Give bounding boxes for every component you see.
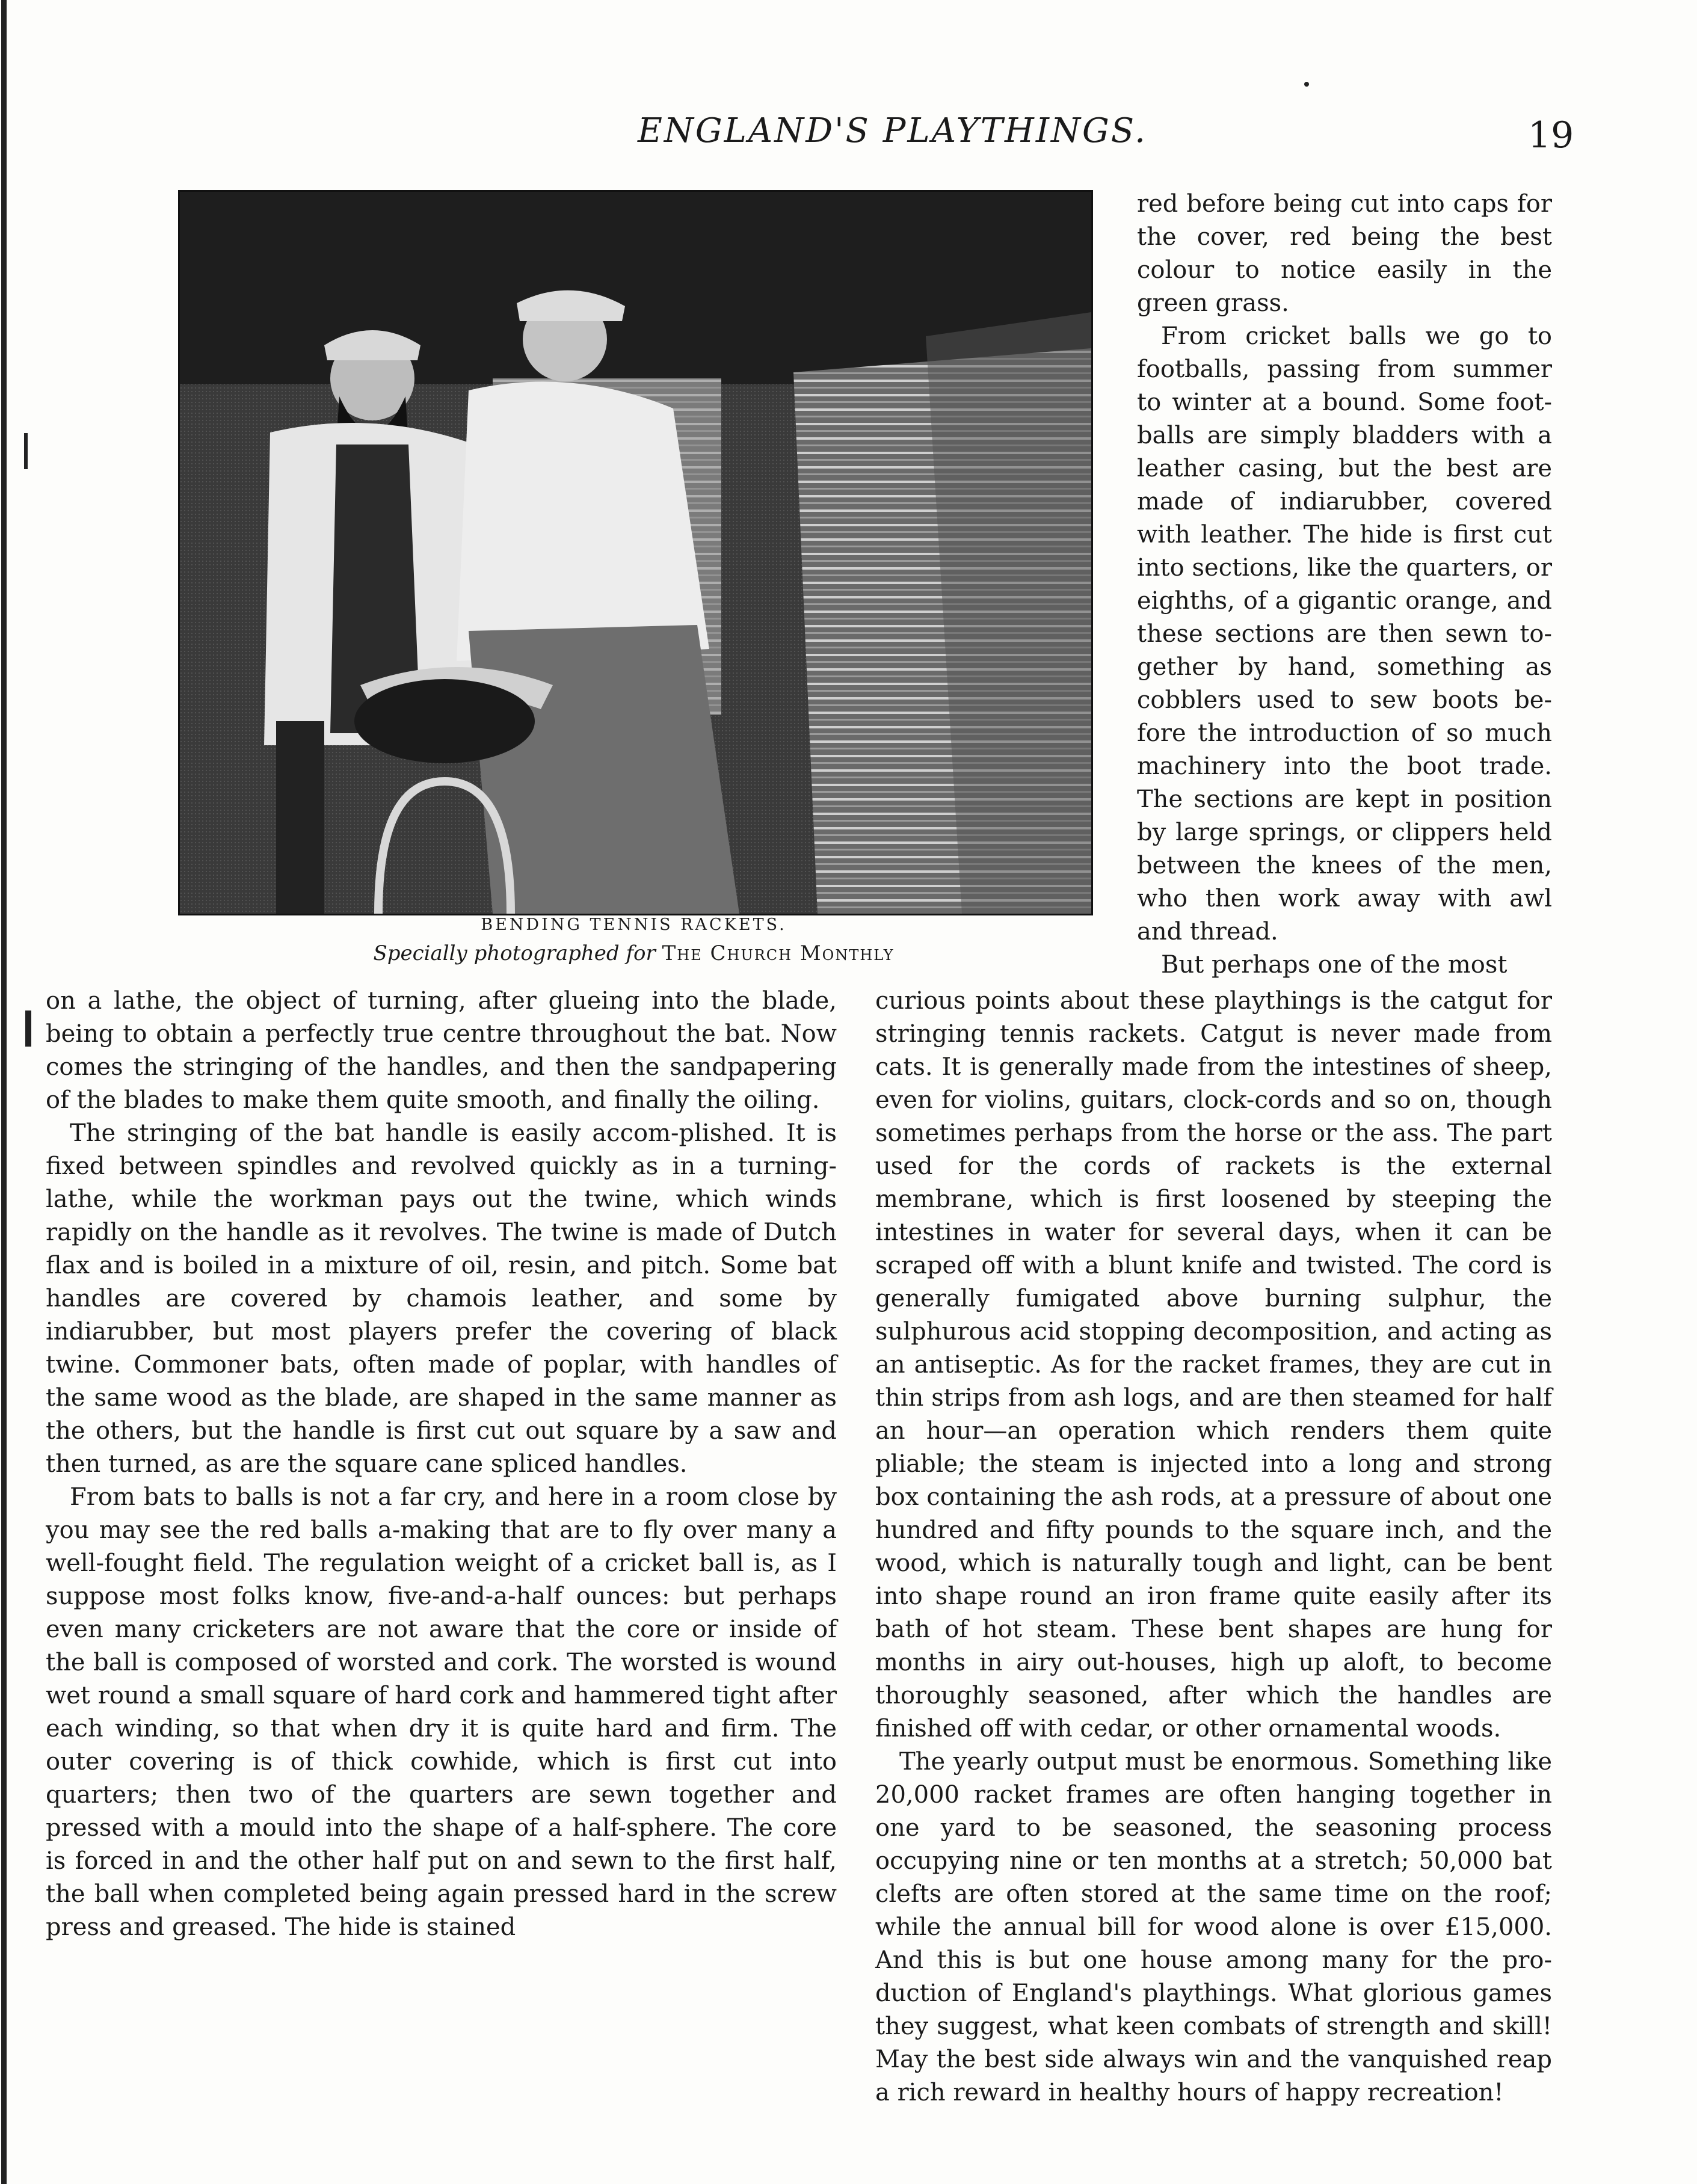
photo-illustration xyxy=(180,192,1091,914)
paragraph: on a lathe, the object of turning, after glueing into the blade, being to obtain a perfectly true centre throughout the bat. Now comes the stringing of the handles, and then the sandpapering of the blades to make them quite smooth, and finally the oiling. xyxy=(46,987,837,1114)
paragraph: From cricket balls we go to footballs, passing from summer to winter at a bound. Some foot-balls are simply bladders with a leather casing, but the best are made of indiarubber, covered with leather. The hide is first cut into sections, like the quarters, or eighths, of a gigantic orange, and these sections are then sewn to-gether by hand, something as cobblers used to sew boots be-fore the introduction of so much machinery into the boot trade. The sections are kept in position by large springs, or clippers held between the knees of the men, who then work away with awl and thread. xyxy=(1137,322,1552,946)
right-column-bottom xyxy=(875,985,1552,2109)
figure-caption-title: BENDING TENNIS RACKETS. xyxy=(481,915,787,934)
margin-mark xyxy=(24,433,28,469)
paragraph: The stringing of the bat handle is easily accom-plished. It is fixed between spindles and revolved quickly as in a turning-lathe, while the workman pays out the twine, which winds rapidly on the handle as it revolves. The twine is made of Dutch flax and is boiled in a mixture of oil, resin, and pitch. Some bat handles are covered by chamois leather, and some by indiarubber, but most players prefer the covering of black twine. Commoner bats, often made of poplar, with handles of the same wood as the blade, are shaped in the same manner as the others, but the handle is first cut out square by a saw and then turned, as are the square cane spliced handles. xyxy=(46,1119,837,1478)
caption-credit-prefix: Specially photographed for xyxy=(373,941,656,965)
page-header xyxy=(0,111,1697,156)
page-margin-rule xyxy=(1,0,7,2184)
paragraph: curious points about these playthings is the catgut for stringing tennis rackets. Catgut is never made from cats. It is generally made from the intestines of sheep, even for violins, guitars, clock-cords and so on, though sometimes perhaps from the horse or the ass. The part used for the cords of rackets is the external membrane, which is first loosened by steeping the intestines in water for several days, when it can be scraped off with a blunt knife and twisted. The cord is generally fumigated above burning sulphur, the sulphurous acid stopping decomposition, and acting as an antiseptic. As for the racket frames, they are cut in thin strips from ash logs, and are then steamed for half an hour—an operation which renders them quite pliable; the steam is injected into a long and strong box containing the ash rods, at a pressure of about one hundred and fifty pounds to the square inch, and the wood, which is naturally tough and light, can be bent into shape round an iron frame quite easily after its bath of hot steam. These bent shapes are hung for months in airy out-houses, high up aloft, to become thoroughly seasoned, after which the handles are finished off with cedar, or other ornamental woods. xyxy=(875,987,1552,1743)
right-column-top xyxy=(1137,188,1552,982)
left-column xyxy=(46,985,837,1944)
paragraph: red before being cut into caps for the cover, red being the best colour to notice easily in the green grass. xyxy=(1137,190,1552,317)
paragraph: From bats to balls is not a far cry, and here in a room close by you may see the red balls a-making that are to fly over many a well-fought field. The regulation weight of a cricket ball is, as I suppose most folks know, five-and-a-half ounces: but perhaps even many cricketers are not aware that the core or inside of the ball is composed of worsted and cork. The worsted is wound wet round a small square of hard cork and hammered tight after each winding, so that when dry it is quite hard and firm. The outer covering is of thick cowhide, which is first cut into quarters; then two of the quarters are sewn together and pressed with a mould into the shape of a half-sphere. The core is forced in and the other half put on and sewn to the first half, the ball when completed being again pressed hard in the screw press and greased. The hide is stained xyxy=(46,1483,837,1941)
tennis-racket-photo xyxy=(178,190,1093,915)
page-number: 19 xyxy=(1528,114,1574,156)
figure-caption-credit xyxy=(178,941,1089,965)
running-title: ENGLAND'S PLAYTHINGS. xyxy=(638,111,1147,150)
paragraph: But perhaps one of the most xyxy=(1161,951,1508,979)
paragraph: The yearly output must be enormous. Something like 20,000 racket frames are often hanging together in one yard to be seasoned, the seasoning process occupying nine or ten months at a stretch; 50,000 bat clefts are often stored at the same time on the roof; while the annual bill for wood alone is over £15,000. And this is but one house among many for the pro-duction of England's playthings. What glorious games they suggest, what keen combats of strength and skill! May the best side always win and the vanquished reap a rich reward in healthy hours of happy recreation! xyxy=(875,1748,1552,2106)
margin-mark xyxy=(25,1010,31,1047)
speck-mark xyxy=(1304,82,1309,87)
caption-credit-publication: The Church Monthly xyxy=(662,941,895,965)
